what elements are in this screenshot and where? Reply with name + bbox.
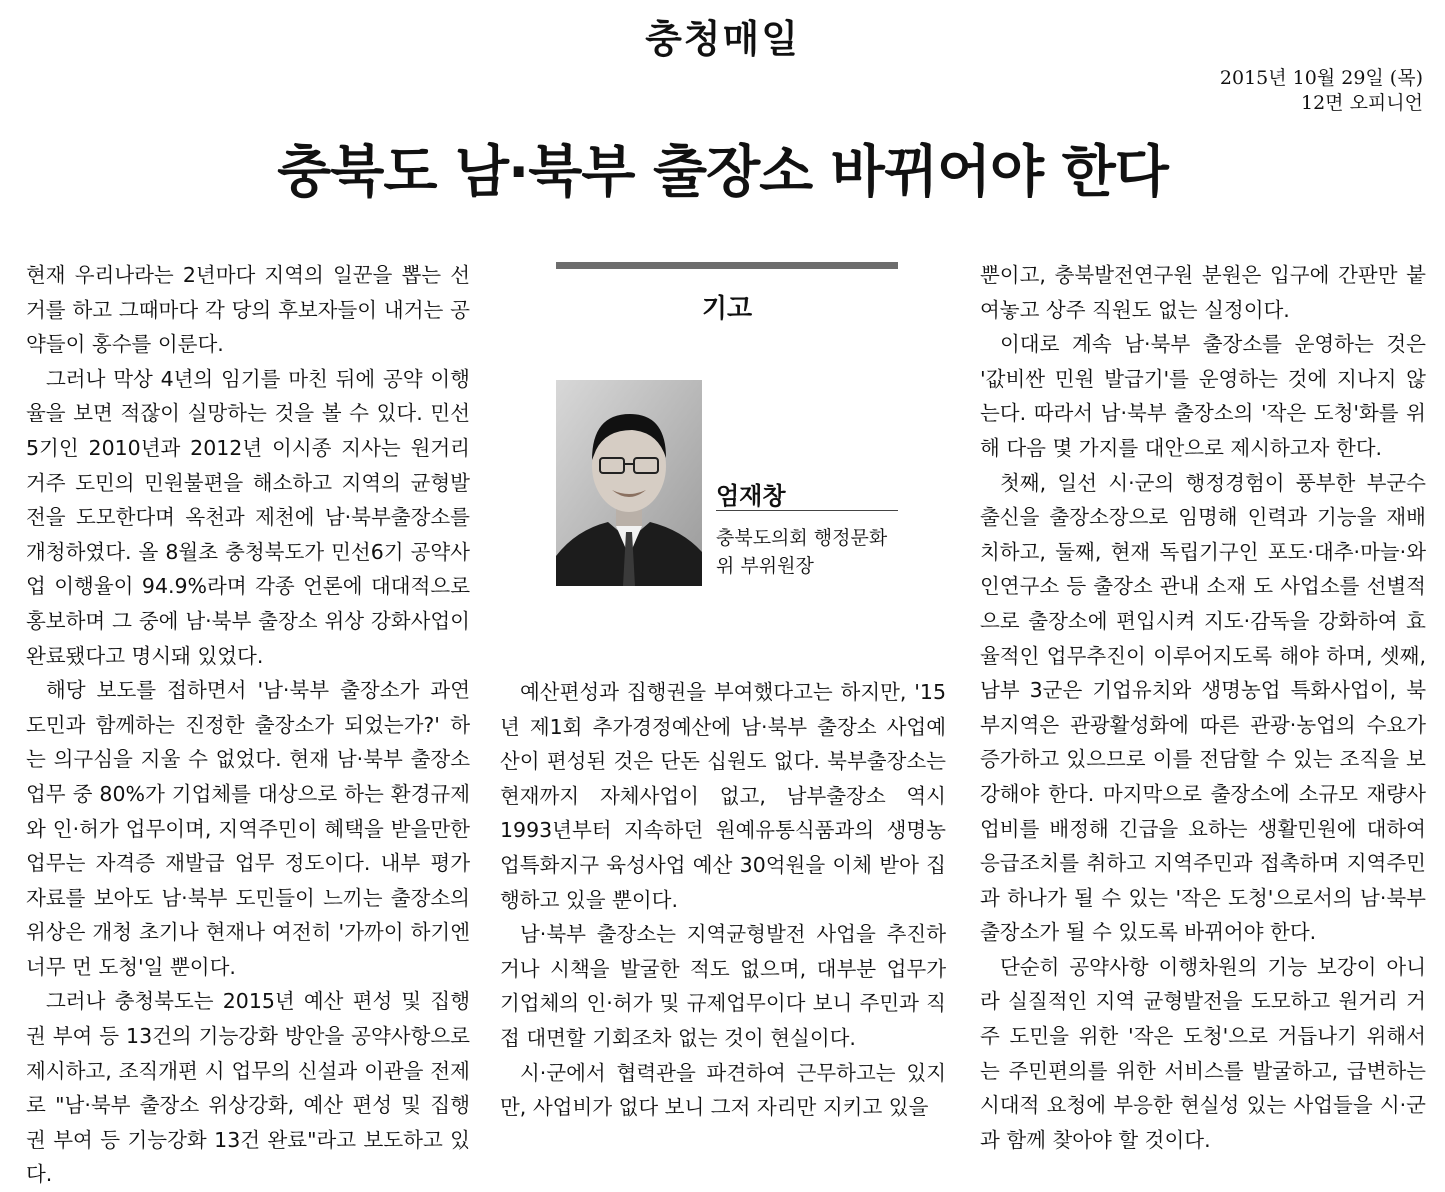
paragraph: 뿐이고, 충북발전연구원 분원은 입구에 간판만 붙여놓고 상주 직원도 없는 실정이다.: [980, 263, 1426, 322]
author-name: 엄재창: [716, 482, 786, 510]
author-portrait-image: [556, 380, 702, 586]
paragraph: 첫째, 일선 시·군의 행정경험이 풍부한 부군수 출신을 출장소장으로 임명해 인력과 기능을 재배치하고, 둘째, 현재 독립기구인 포도·대추·마늘·와인연구소 등 출장소 관내 소재 도 사업소를 선별적으로 출장소에 편입시켜 지도·감독을 강화하여 효율적인 업무추진이 이루어지도록 해야 하며, 셋째, 남부 3군은 기업유치와 생명농업 특화사업이, 북부지역은 관광활성화에 따른 관광·농업의 수요가 증가하고 있으므로 이를 전담할 수 있는 조직을 보강해야 한다. 마지막으로 출장소에 소규모 재량사업비를 배정해 긴급을 요하는 생활민원에 대하여 응급조치를 취하고 지역주민과 접촉하며 지역주민과 하나가 될 수 있는 '작은 도청'으로서의 남·북부 출장소가 될 수 있도록 바뀌어야 한다.: [980, 470, 1426, 945]
category-label: 기고: [701, 294, 753, 324]
paragraph: 시·군에서 협력관을 파견하여 근무하고는 있지만, 사업비가 없다 보니 그저 자리만 지키고 있을: [500, 1060, 946, 1120]
paragraph: 이대로 계속 남·북부 출장소를 운영하는 것은 '값비싼 민원 발급기'를 운영하는 것에 지나지 않는다. 따라서 남·북부 출장소의 '작은 도청'화를 위해 다음 몇 가지를 대안으로 제시하고자 한다.: [980, 332, 1426, 460]
paragraph: 단순히 공약사항 이행차원의 기능 보강이 아니라 실질적인 지역 균형발전을 도모하고 원거리 거주 도민을 위한 '작은 도청'으로 거듭나기 위해서는 주민편의를 위한 서비스를 발굴하고, 급변하는 시대적 요청에 부응한 현실성 있는 사업들을 시·군과 함께 찾아야 할 것이다.: [980, 954, 1426, 1152]
article-column-2: [500, 675, 946, 1125]
box-divider: [556, 262, 898, 269]
paragraph: 예산편성과 집행권을 부여했다고는 하지만, '15년 제1회 추가경정예산에 남·북부 출장소 사업예산이 편성된 것은 단돈 십원도 없다. 북부출장소는 현재까지 자체사업이 없고, 남부출장소 역시 1993년부터 지속하던 원예유통식품과의 생명농업특화지구 육성사업 예산 30억원을 이체 받아 집행하고 있을 뿐이다.: [500, 680, 946, 912]
article-column-3: [980, 258, 1426, 1157]
newspaper-masthead: 충청매일: [645, 17, 800, 61]
contributor-box: [556, 262, 898, 592]
author-photo: [556, 380, 702, 586]
publication-date: 2015년 10월 29일 (목): [1219, 67, 1423, 89]
paragraph: 해당 보도를 접하면서 '남·북부 출장소가 과연 도민과 함께하는 진정한 출장소가 되었는가?' 하는 의구심을 지울 수 없었다. 현재 남·북부 출장소 업무 중 80%가 기업체를 대상으로 하는 환경규제와 인·허가 업무이며, 지역주민이 혜택을 받을만한 업무는 자격증 재발급 업무 정도이다. 내부 평가 자료를 보아도 남·북부 도민들이 느끼는 출장소의 위상은 개청 초기나 현재나 여전히 '가까이 하기엔 너무 먼 도청'일 뿐이다.: [26, 678, 470, 979]
author-divider: [716, 510, 898, 511]
dateline: [1220, 66, 1423, 116]
article-headline: 충북도 남·북부 출장소 바뀌어야 한다: [277, 140, 1168, 205]
article-column-1: [26, 258, 470, 1192]
paragraph: 그러나 막상 4년의 임기를 마친 뒤에 공약 이행율을 보면 적잖이 실망하는 것을 볼 수 있다. 민선 5기인 2010년과 2012년 이시종 지사는 원거리 거주 도민의 민원불편을 해소하고 지역의 균형발전을 도모한다며 옥천과 제천에 남·북부출장소를 개청하였다. 올 8월초 충청북도가 민선6기 공약사업 이행율이 94.9%라며 각종 언론에 대대적으로 홍보하며 그 중에 남·북부 출장소 위상 강화사업이 완료됐다고 명시돼 있었다.: [26, 366, 470, 668]
paragraph: 그러나 충청북도는 2015년 예산 편성 및 집행권 부여 등 13건의 기능강화 방안을 공약사항으로 제시하고, 조직개편 시 업무의 신설과 이관을 전제로 "남·북부 출장소 위상강화, 예산 편성 및 집행권 부여 등 기능강화 13건 완료"라고 보도하고 있다.: [26, 989, 470, 1187]
paragraph: 현재 우리나라는 2년마다 지역의 일꾼을 뽑는 선거를 하고 그때마다 각 당의 후보자들이 내거는 공약들이 홍수를 이룬다.: [26, 263, 470, 357]
author-title: 충북도의회 행정문화위 부위원장: [716, 527, 888, 577]
page-section: 12면 오피니언: [1301, 92, 1423, 114]
paragraph: 남·북부 출장소는 지역균형발전 사업을 추진하거나 시책을 발굴한 적도 없으며, 대부분 업무가 기업체의 인·허가 및 규제업무이다 보니 주민과 직접 대면할 기회조차 없는 것이 현실이다.: [500, 922, 946, 1050]
